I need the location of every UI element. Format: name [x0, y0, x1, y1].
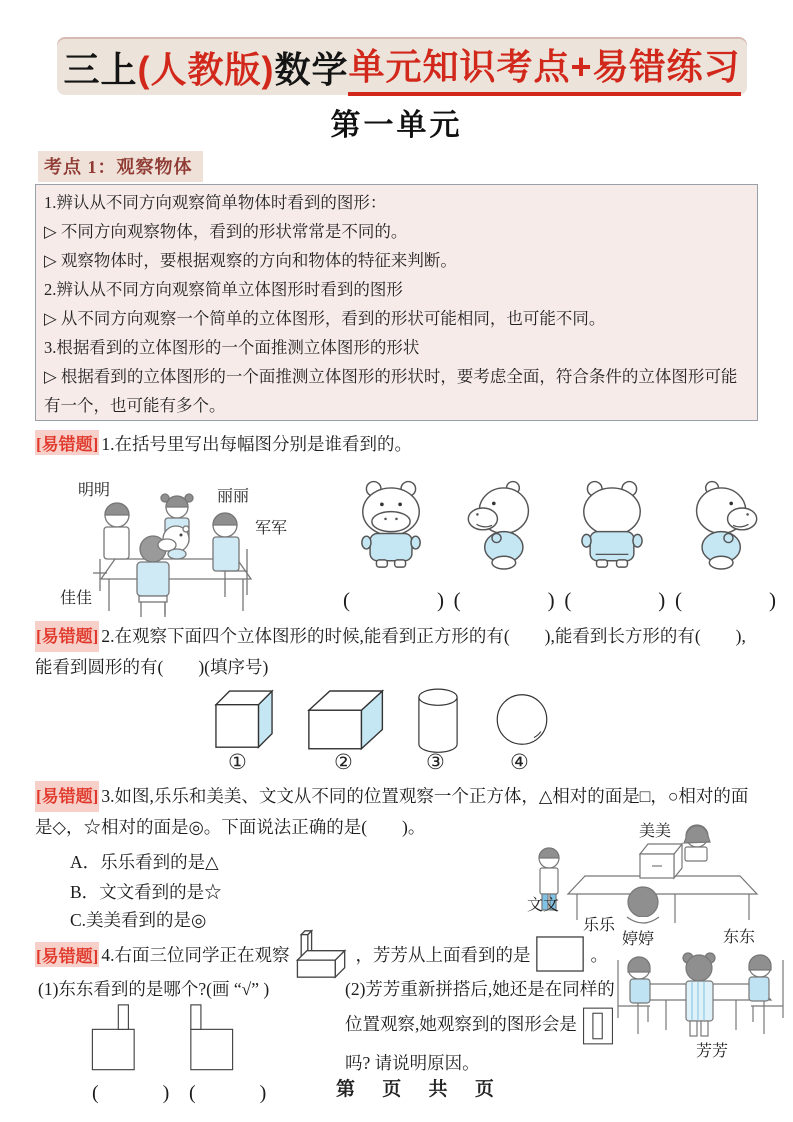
- answer-blank: ( ): [564, 588, 672, 612]
- title-part-topic: 单元知识考点+易错练习: [348, 39, 740, 96]
- label-mingming: 明明: [78, 482, 111, 499]
- question-2-text: 2.在观察下面四个立体图形的时候,能看到正方形的有( ),能看到长方形的有( ),能看到圆形的有( )(填序号): [35, 626, 746, 677]
- knowledge-line: ▷ 根据看到的立体图形的一个面推测立体图形的形状时，要考虑全面，符合条件的立体图形可能有一个，也可能有多个。: [44, 367, 738, 415]
- sphere-shape: [492, 690, 552, 752]
- knowledge-line: ▷ 不同方向观察物体，看到的形状常常是不同的。: [44, 222, 408, 241]
- question-4-sub2: [345, 974, 627, 1078]
- section-heading: 考点 1：观察物体: [38, 151, 203, 182]
- cube-observation-illustration: [525, 818, 775, 933]
- shape-number-1: ①: [228, 750, 247, 774]
- label-fangfang: 芳芳: [696, 1043, 729, 1060]
- knowledge-line: ▷ 观察物体时，要根据观察的方向和物体的特征来判断。: [44, 251, 457, 270]
- question-3-option-c: C.美美看到的是◎: [70, 910, 207, 930]
- label-tingting: 婷婷: [622, 931, 655, 948]
- title-part-subject: 数学: [274, 48, 349, 90]
- option-b-blank: ( ): [189, 1082, 275, 1104]
- label-junjun: 军军: [255, 520, 288, 537]
- question-4-lead3: 。: [590, 944, 608, 965]
- answer-blank: ( ): [674, 588, 782, 612]
- page-footer: 第 页 共 页: [336, 1079, 505, 1100]
- hippo-views-row: [343, 477, 771, 579]
- label-lele: 乐乐: [583, 917, 616, 934]
- question-4-sub1: (1)东东看到的是哪个?(画 “√” ): [38, 979, 270, 999]
- label-jiajia: 佳佳: [60, 590, 93, 607]
- label-dongdong: 东东: [723, 929, 756, 946]
- label-meimei: 美美: [639, 823, 672, 840]
- page-title: [57, 39, 747, 95]
- question-3-option-b: B．文文看到的是☆: [70, 882, 222, 902]
- view-option-a: [85, 1002, 143, 1074]
- knowledge-line: 1.辨认从不同方向观察简单物体时看到的图形：: [44, 193, 387, 212]
- knowledge-box: [35, 184, 758, 421]
- title-part-grade: 三上: [63, 48, 138, 90]
- error-tag: [易错题]: [35, 942, 99, 967]
- question-3-option-a: A．乐乐看到的是△: [70, 852, 219, 872]
- question-1-text: 1.在括号里写出每幅图分别是谁看到的。: [101, 434, 412, 454]
- cube-shape: [205, 686, 283, 754]
- question-4-sub2b: 吗? 请说明原因。: [345, 1053, 480, 1073]
- hippo-left-side-view: [454, 477, 550, 579]
- question-4-lead1: 4.右面三位同学正在观察: [101, 944, 290, 965]
- hippo-right-side-view: [675, 477, 771, 579]
- top-view-square: [534, 934, 586, 974]
- error-tag: [易错题]: [35, 781, 99, 812]
- observed-block-shape: [293, 928, 351, 980]
- question-3-text: 3.如图,乐乐和美美、文文从不同的位置观察一个正方体，△相对的面是□，○相对的面是◇，☆相对的面是◎。下面说法正确的是( )。: [35, 786, 749, 837]
- three-students-illustration: [608, 922, 793, 1067]
- title-part-edition: (人教版): [137, 48, 275, 90]
- knowledge-line: ▷ 从不同方向观察一个简单的立体图形，看到的形状可能相同，也可能不同。: [44, 309, 606, 328]
- question-1: [35, 430, 412, 456]
- knowledge-line: 3.根据看到的立体图形的一个面推测立体图形的形状: [44, 338, 420, 357]
- error-tag: [易错题]: [35, 621, 99, 652]
- answer-blank: ( ): [453, 588, 561, 612]
- question-4-lead2: ，芳芳从上面看到的是: [355, 944, 531, 965]
- view-option-b: [182, 1002, 240, 1074]
- shape-number-2: ②: [334, 750, 353, 774]
- knowledge-line: 2.辨认从不同方向观察简单立体图形时看到的图形: [44, 280, 403, 299]
- error-tag: [易错题]: [35, 430, 99, 455]
- children-table-illustration: [45, 463, 290, 623]
- cuboid-shape: [300, 684, 400, 754]
- hippo-back-view: [564, 477, 660, 579]
- question-4-sub2a: (2)芳芳重新拼搭后,她还是在同样的位置观察,她观察到的图形会是: [345, 979, 615, 1035]
- question-2: [35, 621, 759, 683]
- option-a-blank: ( ): [92, 1082, 178, 1104]
- shape-number-3: ③: [426, 750, 445, 774]
- shape-number-4: ④: [510, 750, 529, 774]
- cylinder-shape: [412, 684, 464, 756]
- question-4: [35, 928, 608, 980]
- hippo-answer-blanks: [343, 584, 782, 614]
- answer-blank: ( ): [343, 588, 450, 612]
- hippo-front-view: [343, 477, 439, 579]
- unit-subtitle: 第一单元: [330, 109, 463, 142]
- label-wenwen: 文文: [527, 897, 560, 914]
- label-lili: 丽丽: [217, 488, 250, 505]
